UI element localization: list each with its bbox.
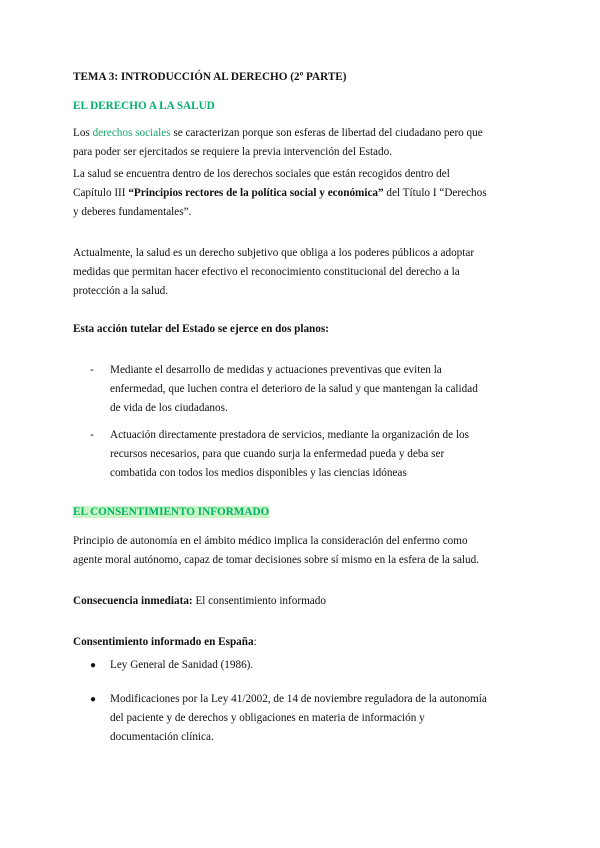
- text-run: se caracterizan porque son esferas de libertad del ciudadano pero que: [170, 127, 483, 139]
- list-item-line: recursos necesarios, para que cuando surja la enfermedad pueda y deba ser: [110, 448, 445, 460]
- subheading-planos: Esta acción tutelar del Estado se ejerce en dos planos:: [73, 323, 329, 335]
- text-run: Capítulo III: [73, 187, 129, 199]
- paragraph-line: Actualmente, la salud es un derecho subjetivo que obliga a los poderes públicos a adoptar: [73, 247, 475, 259]
- paragraph-line: para poder ser ejercitados se requiere la previa intervención del Estado.: [73, 146, 393, 158]
- derechos-sociales-link[interactable]: derechos sociales: [92, 127, 171, 139]
- page-title: TEMA 3: INTRODUCCIÓN AL DERECHO (2º PARTE): [73, 71, 347, 83]
- list-item-line: enfermedad, que luchen contra el deterioro de la salud y que mantengan la calidad: [110, 383, 478, 395]
- list-item-line: Modificaciones por la Ley 41/2002, de 14 de noviembre reguladora de la autonomía: [110, 693, 487, 705]
- bullet-dot-marker: ●: [90, 660, 97, 671]
- list-item-line: Ley General de Sanidad (1986).: [110, 659, 254, 671]
- paragraph-line: [73, 124, 560, 143]
- list-item-line: Actuación directamente prestadora de servicios, mediante la organización de los: [110, 429, 469, 441]
- list-item-line: Mediante el desarrollo de medidas y actuaciones preventivas que eviten la: [110, 364, 442, 376]
- paragraph-line: [73, 184, 560, 203]
- bold-text-run: “Principios rectores de la política social y económica”: [128, 187, 384, 199]
- section-heading-derecho-salud: EL DERECHO A LA SALUD: [73, 100, 215, 112]
- espana-heading: [73, 633, 560, 652]
- paragraph-line: La salud se encuentra dentro de los derechos sociales que están recogidos dentro del: [73, 168, 450, 180]
- text-run: del Título I “Derechos: [383, 187, 487, 199]
- list-item-line: documentación clínica.: [110, 731, 214, 743]
- paragraph-line: agente moral autónomo, capaz de tomar decisiones sobre sí mismo en la esfera de la salud.: [73, 554, 480, 566]
- text-run: Los: [73, 127, 93, 139]
- bullet-dot-marker: ●: [90, 694, 97, 705]
- consecuencia-line: [73, 592, 560, 611]
- bold-label: Consecuencia inmediata:: [73, 595, 193, 607]
- dash-bullet-marker: -: [90, 429, 94, 441]
- paragraph-line: Principio de autonomía en el ámbito médico implica la consideración del enfermo como: [73, 535, 468, 547]
- list-item-line: del paciente y de derechos y obligaciones en materia de información y: [110, 712, 425, 724]
- paragraph-line: medidas que permitan hacer efectivo el reconocimiento constitucional del derecho a la: [73, 266, 460, 278]
- list-item-line: de vida de los ciudadanos.: [110, 402, 228, 414]
- section-heading-consentimiento: [73, 503, 560, 522]
- bold-label: Consentimiento informado en España: [73, 636, 254, 648]
- paragraph-line: y deberes fundamentales”.: [73, 206, 192, 218]
- dash-bullet-marker: -: [90, 364, 94, 376]
- paragraph-line: protección a la salud.: [73, 285, 169, 297]
- text-run: :: [253, 636, 257, 648]
- text-run: El consentimiento informado: [192, 595, 326, 607]
- list-item-line: combatida con todos los medios disponibles y las ciencias idóneas: [110, 467, 407, 479]
- highlighted-heading: EL CONSENTIMIENTO INFORMADO: [73, 506, 270, 518]
